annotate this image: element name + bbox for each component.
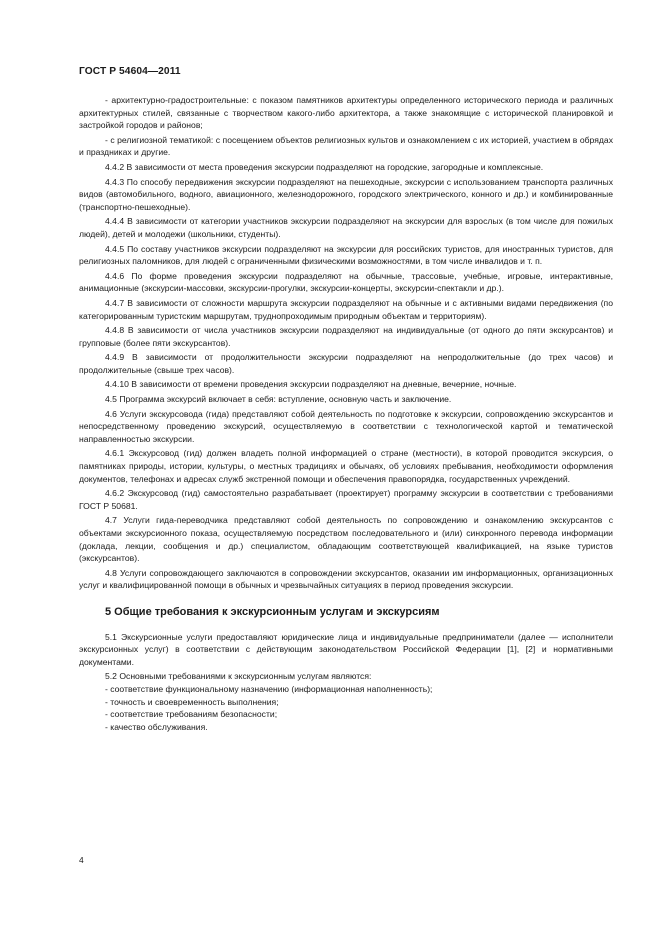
paragraph: 4.6.2 Экскурсовод (гид) самостоятельно разрабатывает (проектирует) программу экскурсии в соответствии с требованиями ГОСТ Р 50681.: [79, 488, 613, 511]
paragraph: 4.8 Услуги сопровождающего заключаются в сопровождении экскурсантов, оказании им информационных, организационных услуг и квалифицированной помощи в обычных и чрезвычайных ситуациях в период проведения экскурсии.: [79, 567, 613, 591]
list-item: - соответствие требованиям безопасности;: [105, 709, 278, 720]
document-body: [79, 94, 613, 733]
paragraph: 4.7 Услуги гида-переводчика представляют собой деятельность по сопровождению и ознакомлению экскурсантов с объектами экскурсионного показа, осуществляемую посредством последовательного и (или) синхронного перевода информации (доклада, лекции, сообщения и др.) специалистом, обладающим соответствующей квалификацией, на языке туристов (экскурсантов).: [79, 515, 613, 564]
paragraph: 4.4.6 По форме проведения экскурсии подразделяют на обычные, трассовые, учебные, игровые, интерактивные, анимационные (экскурсии-массовки, экскурсии-прогулки, экскурсии-концерты, экскурсии-спектакли и др.).: [79, 270, 613, 294]
section-heading: 5 Общие требования к экскурсионным услугам и экскурсиям: [105, 605, 440, 618]
paragraph: 4.4.3 По способу передвижения экскурсии подразделяют на пешеходные, экскурсии с использованием транспорта различных видов (автомобильного, водного, авиационного, железнодорожного, городского электрического, конного и др.) и комбинированные (транспортно-пешеходные).: [79, 176, 613, 212]
paragraph: 4.4.4 В зависимости от категории участников экскурсии подразделяют на экскурсии для взрослых (в том числе для пожилых людей), детей и молодежи (школьники, студенты).: [79, 216, 613, 239]
paragraph: 4.6 Услуги экскурсовода (гида) представляют собой деятельность по подготовке к экскурсии, сопровождению экскурсантов и непосредственному проведению экскурсий, осуществляемую в соответствии с технологической картой и тематической направленностью экскурсии.: [79, 408, 613, 444]
paragraph: 4.4.7 В зависимости от сложности маршрута экскурсии подразделяют на обычные и с активными видами передвижения (по категорированным туристским маршрутам, труднопроходимым природным объектам и территориям).: [79, 297, 613, 321]
paragraph: - архитектурно-градостроительные: с показом памятников архитектуры определенного исторического периода и различных архитектурных стилей, связанные с творчеством какого-либо архитектора, а также знакомящие с исторической планировкой и застройкой городов и районов;: [79, 95, 613, 131]
list-item: - соответствие функциональному назначению (информационная наполненность);: [105, 683, 433, 694]
paragraph: 4.4.9 В зависимости от продолжительности экскурсии подразделяют на непродолжительные (до трех часов) и продолжительные (свыше трех часов).: [79, 352, 613, 375]
paragraph: 4.6.1 Экскурсовод (гид) должен владеть полной информацией о стране (местности), в которой проводится экскурсия, о памятниках природы, истории, культуры, о местных традициях и обычаях, об условиях пребывания, необходимости оформления документов, телефонах и адресах служб экстренной помощи и обеспечения правопорядка, государственных учреждений.: [79, 448, 613, 484]
paragraph: 4.4.8 В зависимости от числа участников экскурсии подразделяют на индивидуальные (от одного до пяти экскурсантов) и групповые (более пяти экскурсантов).: [79, 325, 613, 348]
paragraph: 4.5 Программа экскурсий включает в себя: вступление, основную часть и заключение.: [105, 394, 452, 405]
list-item: - точность и своевременность выполнения;: [105, 696, 279, 707]
list-item: - качество обслуживания.: [105, 721, 208, 732]
page-number: 4: [79, 855, 84, 865]
paragraph: 5.1 Экскурсионные услуги предоставляют юридические лица и индивидуальные предприниматели (далее — исполнители экскурсионных услуг) в соответствии с действующим законодательством Российской Федерации [1], [2] и нормативными документами.: [79, 631, 613, 667]
paragraph: - с религиозной тематикой: с посещением объектов религиозных культов и ознакомлением с их историей, участием в обрядах и праздниках и другие.: [79, 134, 613, 158]
standard-header: ГОСТ Р 54604—2011: [79, 66, 181, 77]
paragraph: 5.2 Основными требованиями к экскурсионным услугам являются:: [105, 671, 372, 682]
paragraph: 4.4.5 По составу участников экскурсии подразделяют на экскурсии для российских туристов, для иностранных туристов, для религиозных паломников, для людей с ограниченными физическими возможностями, в том числе инвалидов и т. п.: [79, 243, 613, 267]
paragraph: 4.4.10 В зависимости от времени проведения экскурсии подразделяют на дневные, вечерние, ночные.: [105, 379, 517, 390]
paragraph: 4.4.2 В зависимости от места проведения экскурсии подразделяют на городские, загородные и комплексные.: [105, 161, 544, 172]
